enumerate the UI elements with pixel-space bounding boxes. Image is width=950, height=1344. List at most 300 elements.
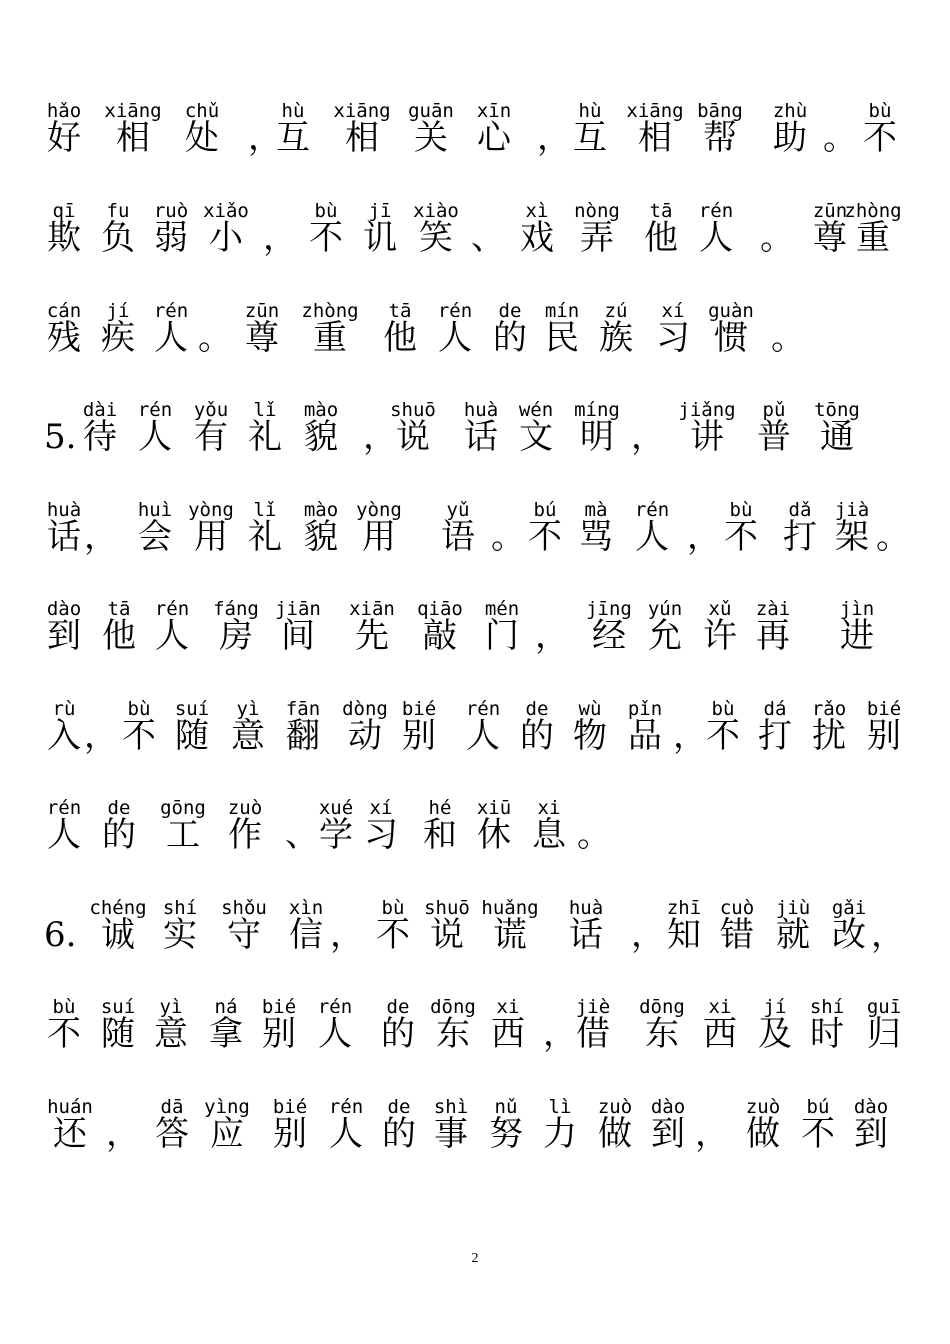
pinyin: zài xyxy=(755,598,791,620)
hanzi: 关 xyxy=(414,118,448,158)
punctuation: ， xyxy=(535,616,569,656)
hanzi: 他 xyxy=(102,616,136,656)
pinyin: nǔ xyxy=(494,1096,518,1118)
punctuation: 。 xyxy=(491,517,525,557)
hanzi: 尊 xyxy=(813,218,847,258)
pinyin: mà xyxy=(584,499,608,521)
hanzi: 东 xyxy=(436,1014,470,1054)
punctuation: ， xyxy=(543,1014,577,1054)
hanzi: 事 xyxy=(434,1114,468,1154)
hanzi: 人 xyxy=(329,1114,363,1154)
pinyin: xi xyxy=(496,996,520,1018)
pinyin: huǎng xyxy=(481,897,539,919)
punctuation: ， xyxy=(106,1114,140,1154)
pinyin: hù xyxy=(281,100,305,122)
punctuation: 。 xyxy=(823,118,857,158)
pinyin: chǔ xyxy=(184,100,220,122)
hanzi: 礼 xyxy=(248,517,282,557)
pinyin: rén xyxy=(698,200,734,222)
hanzi: 应 xyxy=(210,1114,244,1154)
hanzi: 经 xyxy=(592,616,626,656)
punctuation: ， xyxy=(871,915,905,955)
hanzi: 弄 xyxy=(580,218,614,258)
pinyin: yǒu xyxy=(193,399,229,421)
hanzi: 做 xyxy=(746,1114,780,1154)
punctuation: 。 xyxy=(876,517,910,557)
pinyin: xīn xyxy=(476,100,512,122)
pinyin: tā xyxy=(107,598,131,620)
pinyin: fu xyxy=(106,200,130,222)
hanzi: 借 xyxy=(576,1014,610,1054)
hanzi: 习 xyxy=(656,318,690,358)
hanzi: 有 xyxy=(194,417,228,457)
pinyin: bié xyxy=(401,698,437,720)
hanzi: 知 xyxy=(667,915,701,955)
pinyin: lì xyxy=(548,1096,572,1118)
hanzi: 说 xyxy=(430,915,464,955)
pinyin: rén xyxy=(437,300,473,322)
pinyin: bù xyxy=(711,698,735,720)
punctuation: ， xyxy=(673,716,707,756)
punctuation: ， xyxy=(631,915,665,955)
pinyin: jí xyxy=(763,996,787,1018)
hanzi: 再 xyxy=(756,616,790,656)
punctuation: 、 xyxy=(285,815,319,855)
hanzi: 休 xyxy=(477,815,511,855)
hanzi: 貌 xyxy=(304,517,338,557)
hanzi: 到 xyxy=(47,616,81,656)
pinyin: zuò xyxy=(597,1096,633,1118)
pinyin: zūn xyxy=(244,300,280,322)
punctuation: ， xyxy=(695,1114,729,1154)
text-line xyxy=(0,1096,950,1176)
hanzi: 戏 xyxy=(520,218,554,258)
pinyin: rǎo xyxy=(811,698,847,720)
text-line xyxy=(0,499,950,579)
pinyin: rén xyxy=(465,698,501,720)
pinyin: xiǎo xyxy=(203,200,249,222)
pinyin: xì xyxy=(525,200,549,222)
pinyin: xiāng xyxy=(626,100,684,122)
hanzi: 小 xyxy=(209,218,243,258)
pinyin: de xyxy=(387,1096,411,1118)
hanzi: 归 xyxy=(867,1014,901,1054)
pinyin: dōng xyxy=(430,996,476,1018)
pinyin: shì xyxy=(433,1096,469,1118)
pinyin: dào xyxy=(650,1096,686,1118)
pinyin: zhù xyxy=(772,100,808,122)
text-line xyxy=(0,100,950,180)
punctuation: ， xyxy=(248,118,282,158)
hanzi: 打 xyxy=(758,716,792,756)
punctuation: ， xyxy=(363,417,397,457)
pinyin: ná xyxy=(214,996,238,1018)
pinyin: de xyxy=(498,300,522,322)
hanzi: 扰 xyxy=(812,716,846,756)
hanzi: 负 xyxy=(101,218,135,258)
pinyin: mào xyxy=(303,399,339,421)
hanzi: 人 xyxy=(47,815,81,855)
pinyin: rén xyxy=(328,1096,364,1118)
pinyin: míng xyxy=(574,399,620,421)
pinyin: xiāng xyxy=(104,100,162,122)
pinyin: bié xyxy=(272,1096,308,1118)
hanzi: 人 xyxy=(154,318,188,358)
pinyin: tā xyxy=(649,200,673,222)
punctuation: ， xyxy=(84,517,118,557)
pinyin: xìn xyxy=(288,897,324,919)
punctuation: ， xyxy=(631,417,665,457)
text-line xyxy=(0,399,950,479)
pinyin: yún xyxy=(647,598,683,620)
pinyin: huà xyxy=(46,499,82,521)
pinyin: wù xyxy=(578,698,602,720)
hanzi: 诚 xyxy=(101,915,135,955)
pinyin: ruò xyxy=(153,200,189,222)
pinyin: tā xyxy=(388,300,412,322)
pinyin: jiǎng xyxy=(678,399,736,421)
hanzi: 动 xyxy=(348,716,382,756)
text-line xyxy=(0,598,950,678)
pinyin: zuò xyxy=(227,797,263,819)
hanzi: 不 xyxy=(528,517,562,557)
pinyin: xí xyxy=(661,300,685,322)
hanzi: 许 xyxy=(703,616,737,656)
hanzi: 他 xyxy=(383,318,417,358)
hanzi: 意 xyxy=(231,716,265,756)
hanzi: 帮 xyxy=(703,118,737,158)
hanzi: 就 xyxy=(776,915,810,955)
hanzi: 民 xyxy=(545,318,579,358)
pinyin: bú xyxy=(533,499,557,521)
pinyin: shuō xyxy=(424,897,470,919)
hanzi: 重 xyxy=(313,318,347,358)
pinyin: yòng xyxy=(188,499,234,521)
pinyin: rén xyxy=(317,996,353,1018)
hanzi: 疾 xyxy=(101,318,135,358)
hanzi: 不 xyxy=(122,716,156,756)
punctuation: 、 xyxy=(471,218,505,258)
text-line xyxy=(0,698,950,778)
hanzi: 明 xyxy=(580,417,614,457)
pinyin: yì xyxy=(159,996,183,1018)
pinyin: zūn xyxy=(812,200,848,222)
pinyin: cán xyxy=(46,300,82,322)
hanzi: 人 xyxy=(466,716,500,756)
pinyin: de xyxy=(525,698,549,720)
pinyin: jià xyxy=(834,499,870,521)
pinyin: xiào xyxy=(413,200,459,222)
pinyin: bù xyxy=(868,100,892,122)
pinyin: nòng xyxy=(574,200,620,222)
hanzi: 不 xyxy=(309,218,343,258)
hanzi: 西 xyxy=(491,1014,525,1054)
hanzi: 意 xyxy=(154,1014,188,1054)
punctuation: 。 xyxy=(577,815,611,855)
pinyin: shí xyxy=(809,996,845,1018)
hanzi: 人 xyxy=(699,218,733,258)
pinyin: dǎ xyxy=(788,499,812,521)
hanzi: 工 xyxy=(166,815,200,855)
pinyin: de xyxy=(107,797,131,819)
hanzi: 及 xyxy=(758,1014,792,1054)
pinyin: xi xyxy=(537,797,561,819)
hanzi: 别 xyxy=(867,716,901,756)
pinyin: dōng xyxy=(639,996,685,1018)
pinyin: bù xyxy=(381,897,405,919)
hanzi: 努 xyxy=(489,1114,523,1154)
pinyin: dòng xyxy=(342,698,388,720)
pinyin: zú xyxy=(604,300,628,322)
pinyin: xí xyxy=(369,797,393,819)
hanzi: 信 xyxy=(289,915,323,955)
hanzi: 东 xyxy=(645,1014,679,1054)
pinyin: mén xyxy=(484,598,520,620)
hanzi: 还 xyxy=(53,1114,87,1154)
hanzi: 的 xyxy=(381,1014,415,1054)
pinyin: bù xyxy=(52,996,76,1018)
pinyin: yì xyxy=(236,698,260,720)
pinyin: yòng xyxy=(356,499,402,521)
pinyin: dá xyxy=(763,698,787,720)
pinyin: shí xyxy=(162,897,198,919)
text-line xyxy=(0,996,950,1076)
pinyin: jiè xyxy=(575,996,611,1018)
pinyin: shǒu xyxy=(221,897,267,919)
hanzi: 人 xyxy=(318,1014,352,1054)
hanzi: 残 xyxy=(47,318,81,358)
pinyin: xi xyxy=(708,996,732,1018)
hanzi: 会 xyxy=(138,517,172,557)
pinyin: xiāng xyxy=(333,100,391,122)
hanzi: 待 xyxy=(83,417,117,457)
hanzi: 貌 xyxy=(304,417,338,457)
punctuation: 。 xyxy=(198,318,232,358)
pinyin: wén xyxy=(518,399,554,421)
hanzi: 语 xyxy=(441,517,475,557)
punctuation: ， xyxy=(330,915,364,955)
hanzi: 相 xyxy=(638,118,672,158)
hanzi: 进 xyxy=(840,616,874,656)
pinyin: shuō xyxy=(390,399,436,421)
hanzi: 讲 xyxy=(690,417,724,457)
pinyin: bāng xyxy=(697,100,743,122)
pinyin: xiān xyxy=(349,598,395,620)
hanzi: 不 xyxy=(724,517,758,557)
hanzi: 作 xyxy=(228,815,262,855)
pinyin: huà xyxy=(463,399,499,421)
pinyin: mào xyxy=(303,499,339,521)
pinyin: chéng xyxy=(89,897,147,919)
hanzi: 不 xyxy=(376,915,410,955)
hanzi: 讥 xyxy=(363,218,397,258)
hanzi: 改 xyxy=(832,915,866,955)
hanzi: 说 xyxy=(396,417,430,457)
pinyin: zhòng xyxy=(844,200,902,222)
hanzi: 不 xyxy=(863,118,897,158)
hanzi: 人 xyxy=(155,616,189,656)
hanzi: 话 xyxy=(464,417,498,457)
pinyin: dā xyxy=(160,1096,184,1118)
pinyin: mín xyxy=(544,300,580,322)
hanzi: 相 xyxy=(345,118,379,158)
hanzi: 别 xyxy=(262,1014,296,1054)
pinyin: bié xyxy=(261,996,297,1018)
hanzi: 别 xyxy=(402,716,436,756)
hanzi: 用 xyxy=(362,517,396,557)
hanzi: 的 xyxy=(102,815,136,855)
pinyin: dào xyxy=(853,1096,889,1118)
hanzi: 架 xyxy=(835,517,869,557)
hanzi: 的 xyxy=(382,1114,416,1154)
pinyin: rén xyxy=(154,598,190,620)
pinyin: jí xyxy=(106,300,130,322)
hanzi: 习 xyxy=(364,815,398,855)
pinyin: gōng xyxy=(160,797,206,819)
pinyin: guàn xyxy=(708,300,754,322)
hanzi: 人 xyxy=(138,417,172,457)
pinyin: pǔ xyxy=(762,399,786,421)
pinyin: hù xyxy=(578,100,602,122)
hanzi: 文 xyxy=(519,417,553,457)
hanzi: 时 xyxy=(810,1014,844,1054)
hanzi: 尊 xyxy=(245,318,279,358)
pinyin: guān xyxy=(408,100,454,122)
hanzi: 人 xyxy=(438,318,472,358)
pinyin: jī xyxy=(368,200,392,222)
hanzi: 门 xyxy=(485,616,519,656)
pinyin: rén xyxy=(46,797,82,819)
pinyin: dào xyxy=(46,598,82,620)
hanzi: 到 xyxy=(854,1114,888,1154)
section-number: 5. xyxy=(44,417,77,457)
pinyin: zhòng xyxy=(301,300,359,322)
pinyin: xué xyxy=(318,797,354,819)
hanzi: 错 xyxy=(720,915,754,955)
pinyin: fān xyxy=(285,698,321,720)
hanzi: 不 xyxy=(47,1014,81,1054)
pinyin: dài xyxy=(82,399,118,421)
hanzi: 先 xyxy=(355,616,389,656)
hanzi: 力 xyxy=(543,1114,577,1154)
punctuation: ， xyxy=(263,218,297,258)
pinyin: yǔ xyxy=(446,499,470,521)
pinyin: de xyxy=(386,996,410,1018)
hanzi: 入 xyxy=(47,716,81,756)
hanzi: 学 xyxy=(319,815,353,855)
pinyin: qī xyxy=(52,200,76,222)
pinyin: bù xyxy=(729,499,753,521)
pinyin: huán xyxy=(47,1096,93,1118)
pinyin: gǎi xyxy=(831,897,867,919)
hanzi: 西 xyxy=(703,1014,737,1054)
pinyin: tōng xyxy=(814,399,860,421)
hanzi: 用 xyxy=(194,517,228,557)
pinyin: bù xyxy=(127,698,151,720)
hanzi: 普 xyxy=(757,417,791,457)
pinyin: fáng xyxy=(213,598,259,620)
hanzi: 笑 xyxy=(419,218,453,258)
hanzi: 好 xyxy=(47,118,81,158)
hanzi: 人 xyxy=(635,517,669,557)
pinyin: suí xyxy=(100,996,136,1018)
pinyin: lǐ xyxy=(253,499,277,521)
page-number: 2 xyxy=(471,1251,479,1266)
hanzi: 互 xyxy=(573,118,607,158)
pinyin: qiāo xyxy=(417,598,463,620)
hanzi: 礼 xyxy=(248,417,282,457)
hanzi: 心 xyxy=(477,118,511,158)
hanzi: 物 xyxy=(573,716,607,756)
hanzi: 守 xyxy=(227,915,261,955)
pinyin: bú xyxy=(806,1096,830,1118)
text-line xyxy=(0,797,950,877)
punctuation: ， xyxy=(84,716,118,756)
hanzi: 互 xyxy=(276,118,310,158)
text-line xyxy=(0,200,950,280)
pinyin: jiù xyxy=(775,897,811,919)
hanzi: 弱 xyxy=(154,218,188,258)
hanzi: 敲 xyxy=(423,616,457,656)
pinyin: huà xyxy=(568,897,604,919)
pinyin: rù xyxy=(52,698,76,720)
hanzi: 他 xyxy=(644,218,678,258)
text-line xyxy=(0,300,950,380)
pinyin: lǐ xyxy=(253,399,277,421)
punctuation: ， xyxy=(687,517,721,557)
hanzi: 品 xyxy=(628,716,662,756)
pinyin: yìng xyxy=(204,1096,250,1118)
pinyin: xǔ xyxy=(708,598,732,620)
hanzi: 允 xyxy=(648,616,682,656)
hanzi: 随 xyxy=(101,1014,135,1054)
hanzi: 翻 xyxy=(286,716,320,756)
pinyin: jīng xyxy=(586,598,632,620)
punctuation: 。 xyxy=(771,318,805,358)
pinyin: suí xyxy=(174,698,210,720)
hanzi: 助 xyxy=(773,118,807,158)
hanzi: 打 xyxy=(783,517,817,557)
hanzi: 答 xyxy=(155,1114,189,1154)
hanzi: 相 xyxy=(116,118,150,158)
hanzi: 骂 xyxy=(579,517,613,557)
pinyin: zuò xyxy=(745,1096,781,1118)
pinyin: pǐn xyxy=(627,698,663,720)
pinyin: jìn xyxy=(839,598,875,620)
pinyin: cuò xyxy=(719,897,755,919)
hanzi: 实 xyxy=(163,915,197,955)
hanzi: 不 xyxy=(801,1114,835,1154)
pinyin: bié xyxy=(866,698,902,720)
hanzi: 话 xyxy=(47,517,81,557)
hanzi: 重 xyxy=(856,218,890,258)
pinyin: guī xyxy=(866,996,902,1018)
pinyin: xiū xyxy=(476,797,512,819)
hanzi: 的 xyxy=(520,716,554,756)
pinyin: rén xyxy=(634,499,670,521)
hanzi: 随 xyxy=(175,716,209,756)
hanzi: 族 xyxy=(599,318,633,358)
hanzi: 到 xyxy=(651,1114,685,1154)
section-number: 6. xyxy=(44,915,77,955)
hanzi: 做 xyxy=(598,1114,632,1154)
pinyin: bù xyxy=(314,200,338,222)
hanzi: 拿 xyxy=(209,1014,243,1054)
hanzi: 间 xyxy=(281,616,315,656)
punctuation: ， xyxy=(537,118,571,158)
hanzi: 房 xyxy=(219,616,253,656)
pinyin: hé xyxy=(428,797,452,819)
